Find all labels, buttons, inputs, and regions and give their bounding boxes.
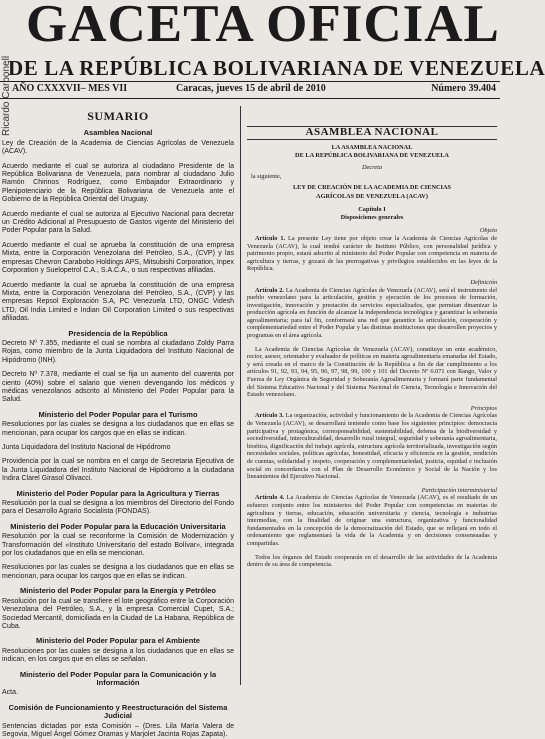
summary-entry: Resoluciones por las cuales se designa a los ciudadanos que en ellas se indican, en los cargos que en ellas se señalan. — [2, 647, 234, 664]
chapter-number: Capítulo I — [358, 206, 386, 214]
summary-column — [2, 109, 234, 738]
summary-entry: Acuerdo mediante la cual se aprueba la constitución de una empresa Mixta, entre la Corporación Venezolana del Petróleo, S.A., (CVP) y las empresas Repsol Exploración S.A, PC Venezuela LTD, ONGC Videsh LTD, Oil India Limited e Indian Oil Corporation Limited o sus respectivas afiliadas. — [2, 281, 234, 323]
summary-entry: Junta Liquidadora del Instituto Nacional de Hipódromo — [2, 444, 171, 451]
summary-entry: Acuerdo mediante el cual se aprueba la constitución de una empresa Mixta, entre la Corporación Venezolana del Petróleo, S.A., (CVP) y las empresas Chevron Carabobo Holdings APS, Mitsubishi Corporation, Inpex Corporation y Suelopetrol C.A., S.A.C.A., o sus respectivas afiliadas. — [2, 241, 234, 275]
summary-section-heading: Asamblea Nacional — [83, 128, 153, 138]
article-paragraph: La Academia de Ciencias Agrícolas de Venezuela (ACAV), constituye un ente académico, rector, asesor, orientador y evaluador de políticas en materia agroalimentaria emanadas del Estado, y será creada en el marco de la Constitución de la República a fin de dar cumplimiento a los artículos 91, 92, 93, 94, 95, 96, 97, 98, 99, 100 y 101 del Decreto Nº 6.071 con Rango, Valor y Fuerza de Ley Orgánica de Seguridad y Soberanía Agroalimentaria y formará parte fundamental del Sistema Educativo Nacional y del Sistema Nacional de Ciencia, Tecnología e Innovación del Estado venezolano. — [247, 345, 497, 399]
issuer-line-1: LA ASAMBLEA NACIONAL — [331, 143, 413, 151]
summary-entry: Ley de Creación de la Academia de Ciencias Agrícolas de Venezuela (ACAV). — [2, 139, 234, 156]
article-label: Definición — [470, 278, 497, 286]
summary-entry: Resoluciones por las cuales se designa a los ciudadanos que en ellas se mencionan, para ocupar los cargos que en ellas se indican. — [2, 564, 234, 580]
article-list — [247, 227, 497, 568]
chapter-name: Disposiciones generales — [340, 213, 404, 221]
article-number: Artículo 4. — [255, 494, 287, 502]
summary-section-heading: Comisión de Funcionamiento y Reestructuración del Sistema Judicial — [8, 702, 228, 721]
top-rule — [0, 81, 500, 82]
article-paragraph: Artículo 3. La organización, actividad y funcionamiento de la Academia de Ciencias Agrícolas de Venezuela (ACAV), se desarrollará teniendo como base los siguientes principios: democracia participativa y protagónica, corresponsabilidad, sustentabilidad, defensa de la biodiversidad y sociodiversidad, interculturalidad, desarrollo rural integral, seguridad y soberanía agroalimentaria, bioética, dignificación del trabajo agrícola, estructura agrícola territorializada, investigación según necesidades sociales, políticas agrícolas, honestidad, eficacia y eficiencia en la gestión, rendición de cuentas, solidaridad y respeto, cooperación y complementariedad, justicia, equidad e inclusión social en concordancia con el Plan de Desarrollo Económico y Social de la Nación y los lineamientos del Ejecutivo Nacional. — [247, 412, 497, 481]
summary-entry: Acuerdo mediante el cual se autoriza al Ejecutivo Nacional para decretar un Crédito Adicional al Presupuesto de Gastos vigente del Ministerio del Poder Popular para la Salud. — [2, 210, 234, 235]
summary-entry: Decreto Nº 7.355, mediante el cual se nombra al ciudadano Zoldy Parra Rojas, como miembro de la Junta Liquidadora del Instituto Nacional de Hipódromo (INH). — [2, 339, 234, 364]
issuer-line-2: DE LA REPÚBLICA BOLIVARIANA DE VENEZUELA — [295, 152, 449, 160]
article-label: Participación interministerial — [421, 486, 497, 494]
article-label: Objeto — [479, 227, 497, 235]
article-paragraph: Todos los órganos del Estado cooperarán en el desarrollo de las actividades de la Academia dentro de su área de competencia. — [247, 553, 497, 569]
issue-number: Número 39.404 — [431, 83, 496, 94]
section-heading-box: ASAMBLEA NACIONAL — [247, 126, 497, 140]
issue-date: Caracas, jueves 15 de abril de 2010 — [176, 83, 326, 94]
decreta-label: Decreta — [361, 163, 383, 171]
law-title-1: LEY DE CREACIÓN DE LA ACADEMIA DE CIENCIAS — [292, 183, 452, 191]
summary-title: SUMARIO — [87, 109, 149, 123]
newspaper-title: GACETA OFICIAL — [26, 0, 500, 53]
issue-info-line — [12, 83, 496, 97]
summary-section-heading: Ministerio del Poder Popular para la Comunicación y la Información — [19, 669, 217, 687]
summary-entry: Resoluciones por las cuales se designa a los ciudadanos que en ellas se mencionan, para ocupar los cargos que en ellas se indican. — [2, 421, 234, 437]
summary-section-heading: Ministerio del Poder Popular para la Energía y Petróleo — [20, 586, 216, 596]
newspaper-subtitle: DE LA REPÚBLICA BOLIVARIANA DE VENEZUELA — [8, 56, 545, 80]
side-stamp: Ricardo Carbonell — [1, 55, 12, 136]
summary-entry: Acta. — [2, 689, 18, 697]
summary-list — [2, 129, 234, 739]
body-column — [247, 112, 497, 685]
summary-section-heading: Ministerio del Poder Popular para el Ambiente — [36, 636, 200, 646]
summary-section-heading: Ministerio del Poder Popular para el Turismo — [38, 409, 198, 419]
summary-entry: Acuerdo mediante el cual se autoriza al ciudadano Presidente de la República Bolivariana de Venezuela, para nombrar al ciudadano Julio Ramón Chirinos Rodríguez, como Embajador Extraordinario y Plenipotenciario de la República Bolivariana de Venezuela ante el Gobierno de la República Oriental del Uruguay. — [2, 162, 234, 204]
summary-section-heading: Ministerio del Poder Popular para la Educación Universitaria — [10, 521, 226, 531]
article-number: Artículo 1. — [255, 234, 288, 242]
summary-entry: Resolución por la cual se designa a los miembros del Directorio del Fondo para el Desarrollo Agrario Socialista (FONDAS). — [2, 500, 234, 516]
la-siguiente: la siguiente, — [251, 173, 282, 181]
article-paragraph: Artículo 4. La Academia de Ciencias Agrícolas de Venezuela (ACAV), es el resultado de un esfuerzo conjunto entre los ministerios del Poder Popular con competencias en materias de agricultura y tierras, educación, educación universitaria y ciencia, tecnología e industrias intermedias, con la finalidad de originar una estructura, organizativa y funcionalidad fundamentados en la concepción de la democratización del Estado, que se reflejará en todo el ordenamiento que reglamentará la vida de la Academia y en decisiones consensuadas y compartidas. — [247, 494, 497, 547]
summary-entry: Resolución por la cual se reconforme la Comisión de Modernización y Transformación del «Instituto Universitario del estado Bolívar», integrada por los ciudadanos que en ella se mencionan. — [2, 533, 234, 558]
summary-entry: Sentencias dictadas por esta Comisión – (Dres. Lila María Valera de Segovia, Miguel Ángel Gómez Oramas y Marjolet Jacinta Rojas Zapata). — [2, 722, 234, 738]
summary-section-heading: Presidencia de la República — [68, 328, 168, 338]
article-paragraph: Artículo 1. La presente Ley tiene por objeto crear la Academia de Ciencias Agrícolas de Venezuela (ACAV), la cual tendrá carácter de Instituto Público, con personalidad jurídica y patrimonio propio, estará adscrito al ministerio del Poder Popular con competencia en materia de agricultura y tierras, y gozará de las prerrogativas y privilegios establecidos en las leyes de la República. — [247, 234, 497, 273]
article-paragraph: Artículo 2. La Academia de Ciencias Agrícolas de Venezuela (ACAV), será el instrumento del pueblo venezolano para la articulación, gestión y ejecución de los procesos de formación, investigación, innovación y prestación de servicios especializados, que permitan dinamizar la producción agrícola en función de alcanzar la independencia tecnológica y garantizar la soberanía agroalimentaria; para tal fin, conformará una red que garantice la articulación, cooperación y complementariedad entre el Poder Popular y las distintas instituciones que desarrollen proyectos y programas en el área agrícola. — [247, 286, 497, 340]
article-number: Artículo 2. — [255, 286, 286, 294]
summary-section-heading: Ministerio del Poder Popular para la Agricultura y Tierras — [16, 488, 220, 498]
summary-entry: Resolución por la cual se transfiere el lote geográfico entre la Corporación Venezolana del Petróleo, S.A., y la empresa Comercial Cupet, S.A.; Sociedad Mercantil, domiciliada en la Ciudad de La Habana, República de Cuba. — [2, 597, 234, 630]
article-label: Principios — [470, 404, 497, 412]
article-number: Artículo 3. — [255, 412, 286, 420]
info-bottom-rule — [0, 98, 500, 99]
column-divider — [240, 106, 241, 685]
law-title-2: AGRÍCOLAS DE VENEZUELA (ACAV) — [316, 192, 428, 200]
summary-entry: Decreto Nº 7.378, mediante el cual se fija un aumento del cuarenta por ciento (40%) sobre el salario que vienen devengando los médicos y médicas venezolanos adscrito al Ministerio del Poder Popular para la Salud. — [2, 371, 234, 404]
year-month: AÑO CXXXVII– MES VII — [12, 83, 128, 94]
summary-entry: Providencia por la cual se nombra en el cargo de Secretaria Ejecutiva de la Junta Liquidadora del Instituto Nacional de Hipódromo a la ciudadana Indira Clarel Girasol Olivacci. — [2, 458, 234, 483]
